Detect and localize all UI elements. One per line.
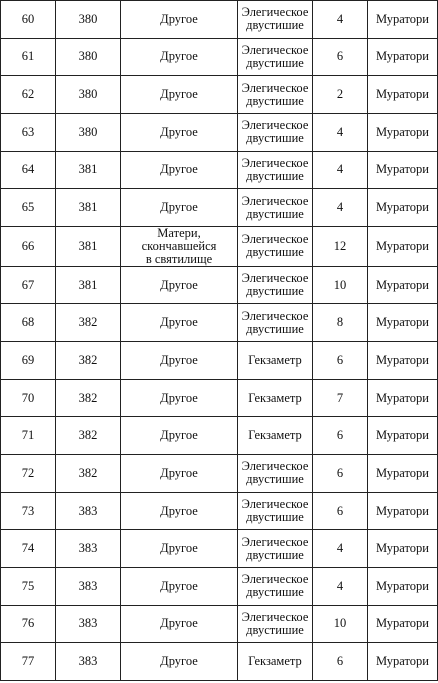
source-cell: Муратори <box>368 379 438 417</box>
meter-line: двустишие <box>246 18 304 33</box>
source-cell: Муратори <box>368 530 438 568</box>
table-row <box>1 417 438 455</box>
subject-cell: Другое <box>121 530 238 568</box>
subject-cell: Другое <box>121 492 238 530</box>
meter-line: Элегическое <box>241 308 309 323</box>
row-number-cell: 60 <box>1 1 56 39</box>
meter-line: двустишие <box>246 284 304 299</box>
meter-line: Гекзаметр <box>248 352 302 367</box>
row-number-cell: 63 <box>1 113 56 151</box>
meter-line: двустишие <box>246 168 304 183</box>
subject-line: Матери, <box>157 226 201 240</box>
meter-line: двустишие <box>246 131 304 146</box>
year-cell: 383 <box>56 643 121 681</box>
year-cell: 382 <box>56 417 121 455</box>
subject-cell: Другое <box>121 605 238 643</box>
subject-cell: Другое <box>121 417 238 455</box>
table-row <box>1 38 438 76</box>
meter-line: двустишие <box>246 622 304 637</box>
row-number-cell: 61 <box>1 38 56 76</box>
year-cell: 382 <box>56 379 121 417</box>
meter-line: двустишие <box>246 510 304 524</box>
source-cell: Муратори <box>368 455 438 493</box>
meter-line: двустишие <box>246 93 304 108</box>
lines-count-cell: 4 <box>313 530 368 568</box>
table-row <box>1 605 438 643</box>
table-row <box>1 304 438 342</box>
year-cell: 381 <box>56 151 121 189</box>
subject-cell: Другое <box>121 643 238 681</box>
subject-cell: Другое <box>121 304 238 342</box>
lines-count-cell: 6 <box>313 455 368 493</box>
meter-line: двустишие <box>246 547 304 562</box>
meter-cell <box>238 304 313 342</box>
subject-cell: Другое <box>121 266 238 304</box>
meter-line: Элегическое <box>241 534 309 549</box>
meter-cell <box>238 151 313 189</box>
table-row <box>1 113 438 151</box>
year-cell: 380 <box>56 113 121 151</box>
meter-cell <box>238 266 313 304</box>
meter-line: Элегическое <box>241 118 309 133</box>
meter-cell <box>238 38 313 76</box>
lines-count-cell: 4 <box>313 151 368 189</box>
row-number-cell: 76 <box>1 605 56 643</box>
lines-count-cell: 6 <box>313 342 368 380</box>
source-cell: Муратори <box>368 304 438 342</box>
year-cell: 383 <box>56 530 121 568</box>
row-number-cell: 65 <box>1 189 56 227</box>
row-number-cell: 66 <box>1 226 56 266</box>
meter-line: двустишие <box>246 585 304 600</box>
meter-line: Гекзаметр <box>248 654 302 669</box>
source-cell: Муратори <box>368 567 438 605</box>
row-number-cell: 70 <box>1 379 56 417</box>
lines-count-cell: 12 <box>313 226 368 266</box>
source-cell: Муратори <box>368 266 438 304</box>
source-cell: Муратори <box>368 113 438 151</box>
lines-count-cell: 7 <box>313 379 368 417</box>
row-number-cell: 62 <box>1 76 56 114</box>
meter-line: Элегическое <box>241 609 309 624</box>
row-number-cell: 72 <box>1 455 56 493</box>
meter-cell <box>238 342 313 380</box>
source-cell: Муратори <box>368 643 438 681</box>
meter-cell <box>238 605 313 643</box>
year-cell: 382 <box>56 455 121 493</box>
meter-line: двустишие <box>246 245 304 260</box>
subject-cell: Другое <box>121 113 238 151</box>
source-cell: Муратори <box>368 417 438 455</box>
meter-line: Элегическое <box>241 459 309 474</box>
meter-line: Элегическое <box>241 5 309 20</box>
source-cell: Муратори <box>368 189 438 227</box>
row-number-cell: 68 <box>1 304 56 342</box>
row-number-cell: 71 <box>1 417 56 455</box>
meter-line: Элегическое <box>241 572 309 587</box>
source-cell: Муратори <box>368 342 438 380</box>
subject-cell: Другое <box>121 1 238 39</box>
table-row <box>1 492 438 530</box>
year-cell: 383 <box>56 492 121 530</box>
year-cell: 380 <box>56 76 121 114</box>
meter-line: двустишие <box>246 472 304 487</box>
subject-cell: Другое <box>121 379 238 417</box>
row-number-cell: 75 <box>1 567 56 605</box>
lines-count-cell: 8 <box>313 304 368 342</box>
source-cell: Муратори <box>368 226 438 266</box>
table-body <box>1 1 438 681</box>
lines-count-cell: 10 <box>313 266 368 304</box>
meter-cell <box>238 417 313 455</box>
meter-line: двустишие <box>246 206 304 221</box>
meter-cell <box>238 76 313 114</box>
table-row <box>1 189 438 227</box>
table-row <box>1 567 438 605</box>
row-number-cell: 73 <box>1 492 56 530</box>
meter-line: двустишие <box>246 321 304 336</box>
table-row <box>1 530 438 568</box>
lines-count-cell: 4 <box>313 189 368 227</box>
source-cell: Муратори <box>368 1 438 39</box>
source-cell: Муратори <box>368 605 438 643</box>
lines-count-cell: 2 <box>313 76 368 114</box>
row-number-cell: 69 <box>1 342 56 380</box>
row-number-cell: 74 <box>1 530 56 568</box>
subject-line: скончавшейся <box>141 238 217 253</box>
meter-cell <box>238 492 313 530</box>
year-cell: 383 <box>56 605 121 643</box>
lines-count-cell: 10 <box>313 605 368 643</box>
source-cell: Муратори <box>368 76 438 114</box>
meter-cell <box>238 530 313 568</box>
source-cell: Муратори <box>368 151 438 189</box>
row-number-cell: 67 <box>1 266 56 304</box>
subject-cell <box>121 226 238 266</box>
meter-cell <box>238 1 313 39</box>
subject-line: в святилище <box>145 251 213 266</box>
table-row <box>1 643 438 681</box>
table-row <box>1 1 438 39</box>
meter-cell <box>238 113 313 151</box>
meter-line: двустишие <box>246 55 304 70</box>
subject-cell: Другое <box>121 342 238 380</box>
year-cell: 382 <box>56 304 121 342</box>
table-row <box>1 226 438 266</box>
year-cell: 382 <box>56 342 121 380</box>
row-number-cell: 64 <box>1 151 56 189</box>
lines-count-cell: 6 <box>313 643 368 681</box>
table-row <box>1 379 438 417</box>
year-cell: 381 <box>56 266 121 304</box>
subject-cell: Другое <box>121 76 238 114</box>
meter-cell <box>238 379 313 417</box>
year-cell: 381 <box>56 226 121 266</box>
meter-line: Гекзаметр <box>248 390 302 405</box>
table-row <box>1 151 438 189</box>
source-cell: Муратори <box>368 38 438 76</box>
table-row <box>1 455 438 493</box>
meter-cell <box>238 189 313 227</box>
meter-line: Элегическое <box>241 42 309 57</box>
year-cell: 381 <box>56 189 121 227</box>
meter-line: Элегическое <box>241 497 309 511</box>
meter-cell <box>238 567 313 605</box>
lines-count-cell: 4 <box>313 1 368 39</box>
lines-count-cell: 6 <box>313 492 368 530</box>
meter-line: Элегическое <box>241 80 309 95</box>
lines-count-cell: 6 <box>313 38 368 76</box>
meter-line: Элегическое <box>241 193 309 208</box>
meter-cell <box>238 643 313 681</box>
subject-cell: Другое <box>121 567 238 605</box>
subject-cell: Другое <box>121 38 238 76</box>
subject-cell: Другое <box>121 455 238 493</box>
year-cell: 380 <box>56 1 121 39</box>
subject-cell: Другое <box>121 189 238 227</box>
meter-line: Элегическое <box>241 232 309 247</box>
table-row <box>1 266 438 304</box>
subject-cell: Другое <box>121 151 238 189</box>
meter-line: Элегическое <box>241 155 309 170</box>
row-number-cell: 77 <box>1 643 56 681</box>
meter-cell <box>238 226 313 266</box>
year-cell: 380 <box>56 38 121 76</box>
source-cell: Муратори <box>368 492 438 530</box>
meter-cell <box>238 455 313 493</box>
table-row <box>1 76 438 114</box>
lines-count-cell: 4 <box>313 113 368 151</box>
meter-line: Элегическое <box>241 271 309 286</box>
year-cell: 383 <box>56 567 121 605</box>
lines-count-cell: 6 <box>313 417 368 455</box>
lines-count-cell: 4 <box>313 567 368 605</box>
table-row <box>1 342 438 380</box>
meter-line: Гекзаметр <box>248 428 302 443</box>
